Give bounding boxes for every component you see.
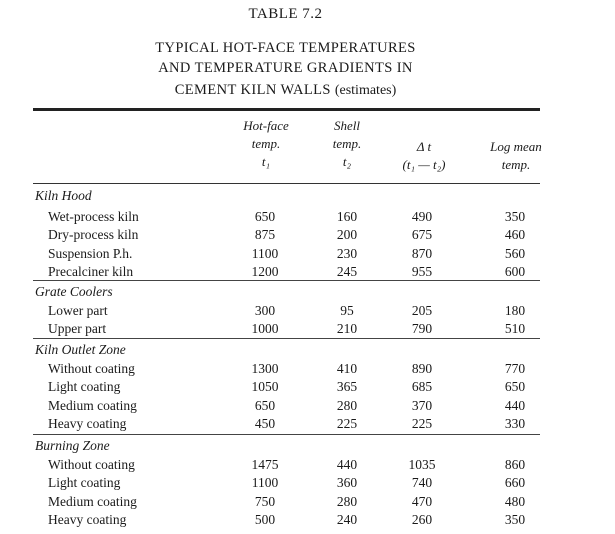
top-rule — [33, 108, 540, 111]
row-label: Light coating — [48, 475, 121, 491]
table-row — [0, 320, 615, 338]
header-rule — [33, 183, 540, 184]
delta-t-value: 675 — [411, 227, 433, 243]
log-mean-value: 600 — [504, 263, 526, 279]
table-row — [0, 415, 615, 433]
table-row — [0, 263, 615, 281]
delta-t-value: 790 — [411, 321, 433, 337]
row-label: Precalciner kiln — [48, 263, 134, 279]
log-mean-value: 650 — [504, 379, 526, 395]
delta-t-value: 225 — [411, 415, 433, 431]
section-title: Grate Coolers — [35, 284, 113, 299]
section-title: Kiln Hood — [35, 188, 92, 203]
hot-face-value: 650 — [254, 209, 276, 224]
hot-face-value: 500 — [254, 511, 276, 527]
table-row — [0, 511, 615, 529]
hot-face-value: 1200 — [251, 263, 279, 279]
header-hot-face — [230, 117, 302, 171]
header-shell-3: t₂ — [342, 154, 352, 169]
log-mean-value: 350 — [504, 511, 526, 527]
header-log-mean-1: Log mean — [490, 139, 542, 154]
section-rule — [33, 434, 540, 435]
row-label: Heavy coating — [48, 415, 127, 431]
hot-face-value: 1475 — [251, 457, 279, 472]
delta-t-value: 1035 — [408, 457, 436, 472]
table-number: TABLE 7.2 — [248, 6, 323, 22]
row-label: Dry-process kiln — [48, 227, 139, 243]
table-title — [0, 38, 593, 78]
log-mean-value: 560 — [504, 245, 526, 261]
shell-value: 160 — [336, 209, 358, 224]
title-line-3: CEMENT KILN WALLS — [174, 82, 331, 98]
title-line-2: AND TEMPERATURE GRADIENTS IN — [158, 60, 413, 76]
section-title: Kiln Outlet Zone — [35, 342, 126, 357]
table-row — [0, 456, 615, 474]
shell-value: 280 — [336, 397, 358, 413]
row-label: Upper part — [48, 321, 107, 337]
shell-value: 200 — [336, 227, 358, 243]
log-mean-value: 330 — [504, 415, 526, 431]
shell-value: 240 — [336, 511, 358, 527]
row-label: Heavy coating — [48, 511, 127, 527]
row-label: Without coating — [48, 457, 135, 472]
delta-t-value: 870 — [411, 245, 433, 261]
delta-t-value: 955 — [411, 263, 433, 279]
shell-value: 360 — [336, 475, 358, 491]
delta-t-value: 260 — [411, 511, 433, 527]
log-mean-value: 460 — [504, 227, 526, 243]
hot-face-value: 450 — [254, 415, 276, 431]
shell-value: 95 — [340, 303, 354, 318]
row-label: Wet-process kiln — [48, 209, 139, 224]
hot-face-value: 875 — [254, 227, 276, 243]
table-row — [0, 208, 615, 226]
delta-t-value: 490 — [411, 209, 433, 224]
header-shell-2: temp. — [332, 136, 362, 151]
log-mean-value: 350 — [504, 209, 526, 224]
shell-value: 225 — [336, 415, 358, 431]
table-row — [0, 360, 615, 378]
shell-value: 365 — [336, 379, 358, 395]
hot-face-value: 300 — [254, 303, 276, 318]
shell-value: 410 — [336, 361, 358, 376]
log-mean-value: 860 — [504, 457, 526, 472]
header-hot-face-3: t₁ — [261, 154, 271, 169]
log-mean-value: 440 — [504, 397, 526, 413]
hot-face-value: 650 — [254, 397, 276, 413]
header-log-mean — [476, 138, 556, 174]
table-row — [0, 302, 615, 320]
hot-face-value: 1100 — [251, 475, 279, 491]
log-mean-value: 770 — [504, 361, 526, 376]
table-row — [0, 378, 615, 396]
table-row — [0, 474, 615, 492]
header-delta-t — [386, 138, 462, 174]
table-row — [0, 226, 615, 244]
log-mean-value: 180 — [504, 303, 526, 318]
header-delta-t-2: (t₁ — t₂) — [402, 157, 446, 172]
section-rule — [33, 338, 540, 339]
hot-face-value: 1300 — [251, 361, 279, 376]
delta-t-value: 470 — [411, 493, 433, 509]
shell-value: 280 — [336, 493, 358, 509]
header-shell — [312, 117, 382, 171]
header-delta-t-1: Δ t — [416, 139, 432, 154]
row-label: Medium coating — [48, 493, 137, 509]
table-row — [0, 245, 615, 263]
header-log-mean-2: temp. — [501, 157, 531, 172]
table-row — [0, 397, 615, 415]
row-label: Lower part — [48, 303, 108, 318]
title-note: (estimates) — [334, 83, 397, 98]
delta-t-value: 370 — [411, 397, 433, 413]
row-label: Suspension P.h. — [48, 245, 133, 261]
delta-t-value: 685 — [411, 379, 433, 395]
hot-face-value: 1000 — [251, 321, 279, 337]
shell-value: 440 — [336, 457, 358, 472]
log-mean-value: 660 — [504, 475, 526, 491]
header-hot-face-1: Hot-face — [243, 118, 289, 133]
shell-value: 245 — [336, 263, 358, 279]
shell-value: 230 — [336, 245, 358, 261]
header-hot-face-2: temp. — [251, 136, 281, 151]
title-line-1: TYPICAL HOT-FACE TEMPERATURES — [155, 40, 416, 56]
delta-t-value: 740 — [411, 475, 433, 491]
section-title: Burning Zone — [35, 438, 110, 453]
log-mean-value: 480 — [504, 493, 526, 509]
section-rule — [33, 280, 540, 281]
delta-t-value: 205 — [411, 303, 433, 318]
header-shell-1: Shell — [334, 118, 360, 133]
shell-value: 210 — [336, 321, 358, 337]
title-line-3-wrap — [0, 82, 593, 99]
delta-t-value: 890 — [411, 361, 433, 376]
row-label: Light coating — [48, 379, 121, 395]
log-mean-value: 510 — [504, 321, 526, 337]
hot-face-value: 1050 — [251, 379, 279, 395]
table-row — [0, 493, 615, 511]
row-label: Medium coating — [48, 397, 137, 413]
hot-face-value: 750 — [254, 493, 276, 509]
hot-face-value: 1100 — [251, 245, 279, 261]
row-label: Without coating — [48, 361, 135, 376]
